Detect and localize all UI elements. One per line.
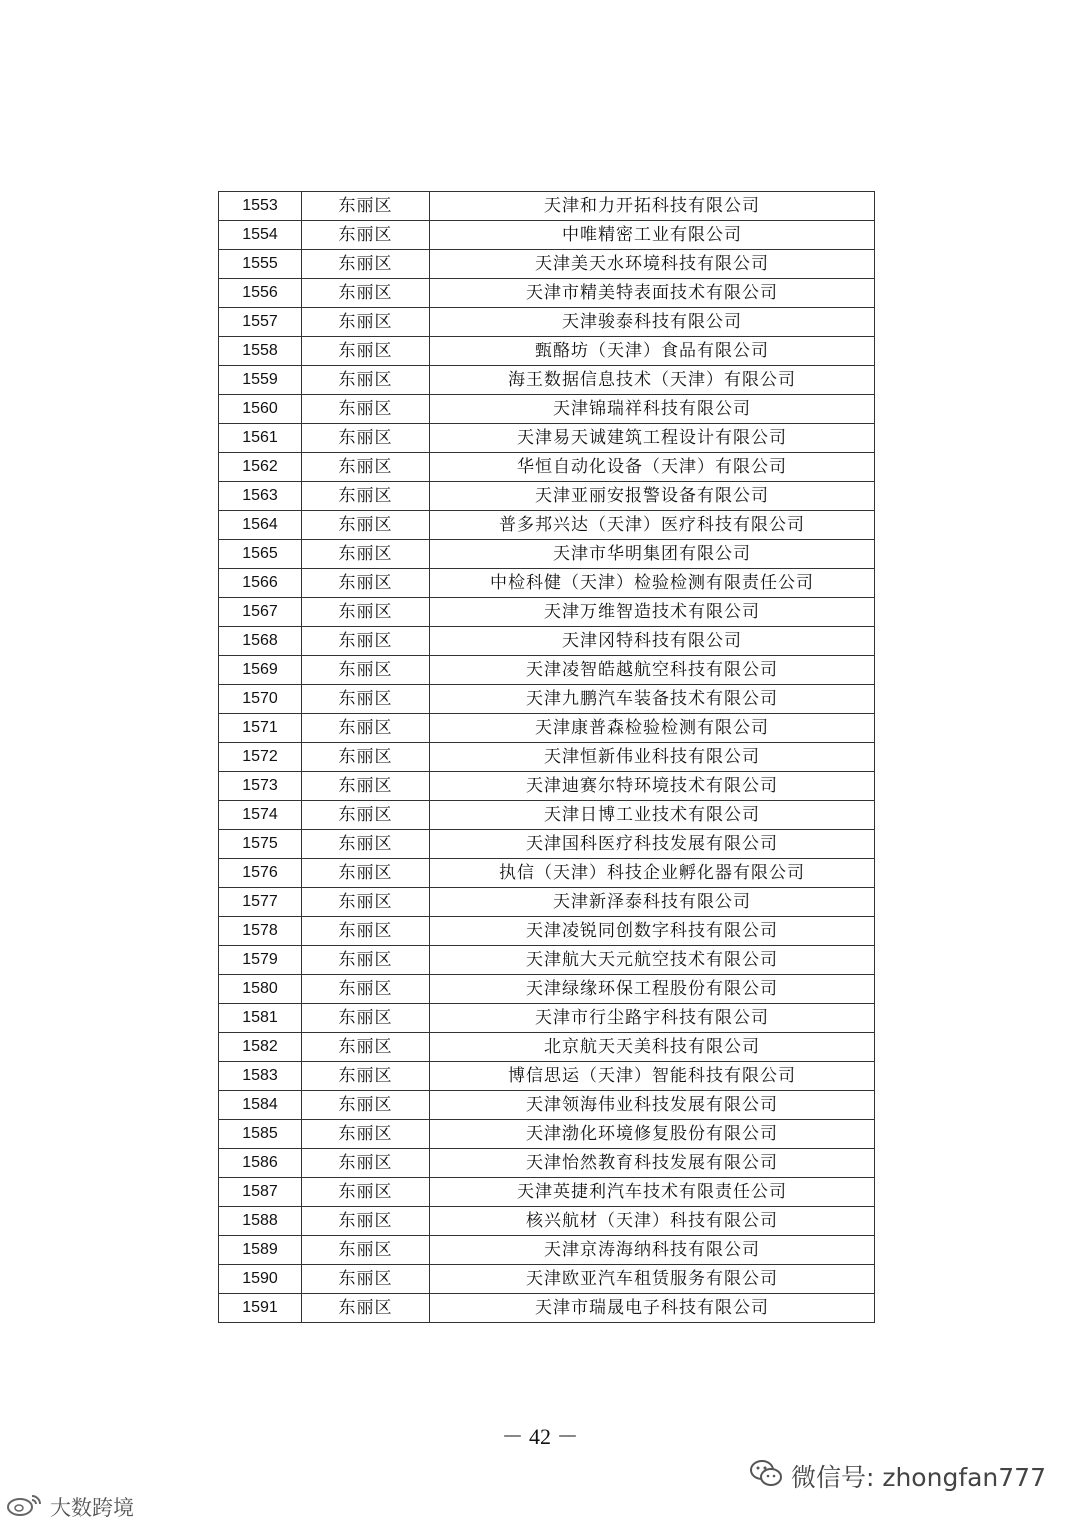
district-cell: 东丽区	[302, 1004, 430, 1033]
table-row	[219, 482, 875, 511]
row-number-cell: 1559	[219, 366, 302, 395]
table-row	[219, 540, 875, 569]
table-row	[219, 801, 875, 830]
table-row	[219, 1207, 875, 1236]
company-name-cell: 天津新泽泰科技有限公司	[430, 888, 875, 917]
table-row	[219, 250, 875, 279]
table-row	[219, 1062, 875, 1091]
weibo-icon	[6, 1490, 46, 1523]
company-name-cell: 甄酪坊（天津）食品有限公司	[430, 337, 875, 366]
district-cell: 东丽区	[302, 1294, 430, 1323]
table-row	[219, 743, 875, 772]
table-body	[219, 192, 875, 1323]
company-name-cell: 天津恒新伟业科技有限公司	[430, 743, 875, 772]
company-name-cell: 天津亚丽安报警设备有限公司	[430, 482, 875, 511]
row-number-cell: 1573	[219, 772, 302, 801]
table-row	[219, 511, 875, 540]
company-name-cell: 中唯精密工业有限公司	[430, 221, 875, 250]
company-name-cell: 天津凌锐同创数字科技有限公司	[430, 917, 875, 946]
company-name-cell: 博信思运（天津）智能科技有限公司	[430, 1062, 875, 1091]
row-number-cell: 1560	[219, 395, 302, 424]
district-cell: 东丽区	[302, 917, 430, 946]
district-cell: 东丽区	[302, 685, 430, 714]
row-number-cell: 1587	[219, 1178, 302, 1207]
district-cell: 东丽区	[302, 1236, 430, 1265]
company-name-cell: 天津冈特科技有限公司	[430, 627, 875, 656]
row-number-cell: 1564	[219, 511, 302, 540]
company-name-cell: 北京航天天美科技有限公司	[430, 1033, 875, 1062]
company-list-table	[218, 191, 875, 1323]
table-row	[219, 569, 875, 598]
district-cell: 东丽区	[302, 1091, 430, 1120]
company-name-cell: 天津渤化环境修复股份有限公司	[430, 1120, 875, 1149]
row-number-cell: 1563	[219, 482, 302, 511]
company-name-cell: 天津航大天元航空技术有限公司	[430, 946, 875, 975]
company-name-cell: 天津绿缘环保工程股份有限公司	[430, 975, 875, 1004]
table-row	[219, 1091, 875, 1120]
district-cell: 东丽区	[302, 627, 430, 656]
row-number-cell: 1589	[219, 1236, 302, 1265]
company-name-cell: 天津欧亚汽车租赁服务有限公司	[430, 1265, 875, 1294]
table-row	[219, 1236, 875, 1265]
table-row	[219, 656, 875, 685]
district-cell: 东丽区	[302, 337, 430, 366]
table-row	[219, 1149, 875, 1178]
row-number-cell: 1567	[219, 598, 302, 627]
district-cell: 东丽区	[302, 1178, 430, 1207]
wechat-icon	[749, 1458, 783, 1494]
row-number-cell: 1576	[219, 859, 302, 888]
company-name-cell: 天津迪赛尔特环境技术有限公司	[430, 772, 875, 801]
company-name-cell: 海王数据信息技术（天津）有限公司	[430, 366, 875, 395]
table-row	[219, 192, 875, 221]
row-number-cell: 1575	[219, 830, 302, 859]
district-cell: 东丽区	[302, 1120, 430, 1149]
row-number-cell: 1586	[219, 1149, 302, 1178]
district-cell: 东丽区	[302, 279, 430, 308]
table-row	[219, 279, 875, 308]
district-cell: 东丽区	[302, 859, 430, 888]
district-cell: 东丽区	[302, 192, 430, 221]
row-number-cell: 1557	[219, 308, 302, 337]
row-number-cell: 1568	[219, 627, 302, 656]
table-row	[219, 598, 875, 627]
row-number-cell: 1555	[219, 250, 302, 279]
row-number-cell: 1588	[219, 1207, 302, 1236]
row-number-cell: 1561	[219, 424, 302, 453]
district-cell: 东丽区	[302, 366, 430, 395]
row-number-cell: 1579	[219, 946, 302, 975]
district-cell: 东丽区	[302, 453, 430, 482]
row-number-cell: 1562	[219, 453, 302, 482]
row-number-cell: 1582	[219, 1033, 302, 1062]
row-number-cell: 1590	[219, 1265, 302, 1294]
district-cell: 东丽区	[302, 482, 430, 511]
company-name-cell: 天津英捷利汽车技术有限责任公司	[430, 1178, 875, 1207]
table-row	[219, 337, 875, 366]
table-row	[219, 453, 875, 482]
table-row	[219, 1120, 875, 1149]
district-cell: 东丽区	[302, 1265, 430, 1294]
district-cell: 东丽区	[302, 308, 430, 337]
wechat-watermark-text: 微信号: zhongfan777	[790, 1463, 1046, 1492]
company-name-cell: 华恒自动化设备（天津）有限公司	[430, 453, 875, 482]
company-name-cell: 天津美天水环境科技有限公司	[430, 250, 875, 279]
table-row	[219, 772, 875, 801]
district-cell: 东丽区	[302, 511, 430, 540]
table-row	[219, 221, 875, 250]
district-cell: 东丽区	[302, 221, 430, 250]
company-name-cell: 天津凌智皓越航空科技有限公司	[430, 656, 875, 685]
row-number-cell: 1565	[219, 540, 302, 569]
page-number: － 42 －	[501, 1424, 579, 1449]
district-cell: 东丽区	[302, 250, 430, 279]
row-number-cell: 1585	[219, 1120, 302, 1149]
company-name-cell: 天津市华明集团有限公司	[430, 540, 875, 569]
company-name-cell: 天津九鹏汽车装备技术有限公司	[430, 685, 875, 714]
table-row	[219, 366, 875, 395]
district-cell: 东丽区	[302, 743, 430, 772]
table-row	[219, 424, 875, 453]
district-cell: 东丽区	[302, 540, 430, 569]
company-name-cell: 天津锦瑞祥科技有限公司	[430, 395, 875, 424]
district-cell: 东丽区	[302, 598, 430, 627]
row-number-cell: 1578	[219, 917, 302, 946]
row-number-cell: 1570	[219, 685, 302, 714]
row-number-cell: 1581	[219, 1004, 302, 1033]
table-row	[219, 1265, 875, 1294]
company-name-cell: 核兴航材（天津）科技有限公司	[430, 1207, 875, 1236]
company-name-cell: 天津领海伟业科技发展有限公司	[430, 1091, 875, 1120]
row-number-cell: 1566	[219, 569, 302, 598]
wechat-watermark	[749, 1458, 1046, 1494]
district-cell: 东丽区	[302, 975, 430, 1004]
district-cell: 东丽区	[302, 395, 430, 424]
company-name-cell: 天津怡然教育科技发展有限公司	[430, 1149, 875, 1178]
district-cell: 东丽区	[302, 1033, 430, 1062]
company-name-cell: 普多邦兴达（天津）医疗科技有限公司	[430, 511, 875, 540]
company-name-cell: 天津京涛海纳科技有限公司	[430, 1236, 875, 1265]
row-number-cell: 1569	[219, 656, 302, 685]
company-name-cell: 天津国科医疗科技发展有限公司	[430, 830, 875, 859]
row-number-cell: 1577	[219, 888, 302, 917]
company-name-cell: 天津易天诚建筑工程设计有限公司	[430, 424, 875, 453]
weibo-watermark	[6, 1490, 134, 1523]
table-row	[219, 1033, 875, 1062]
row-number-cell: 1574	[219, 801, 302, 830]
table-row	[219, 830, 875, 859]
table-row	[219, 714, 875, 743]
table-row	[219, 1178, 875, 1207]
company-name-cell: 中检科健（天津）检验检测有限责任公司	[430, 569, 875, 598]
table-row	[219, 917, 875, 946]
row-number-cell: 1558	[219, 337, 302, 366]
district-cell: 东丽区	[302, 1062, 430, 1091]
district-cell: 东丽区	[302, 946, 430, 975]
district-cell: 东丽区	[302, 888, 430, 917]
company-name-cell: 天津康普森检验检测有限公司	[430, 714, 875, 743]
weibo-watermark-text: 大数跨境	[50, 1495, 134, 1520]
table-row	[219, 975, 875, 1004]
table-row	[219, 1294, 875, 1323]
company-name-cell: 天津万维智造技术有限公司	[430, 598, 875, 627]
row-number-cell: 1556	[219, 279, 302, 308]
company-name-cell: 执信（天津）科技企业孵化器有限公司	[430, 859, 875, 888]
table-row	[219, 308, 875, 337]
row-number-cell: 1583	[219, 1062, 302, 1091]
company-name-cell: 天津和力开拓科技有限公司	[430, 192, 875, 221]
table-row	[219, 395, 875, 424]
row-number-cell: 1584	[219, 1091, 302, 1120]
row-number-cell: 1580	[219, 975, 302, 1004]
district-cell: 东丽区	[302, 714, 430, 743]
company-name-cell: 天津市行尘路宇科技有限公司	[430, 1004, 875, 1033]
district-cell: 东丽区	[302, 1207, 430, 1236]
district-cell: 东丽区	[302, 1149, 430, 1178]
district-cell: 东丽区	[302, 830, 430, 859]
row-number-cell: 1571	[219, 714, 302, 743]
row-number-cell: 1553	[219, 192, 302, 221]
table-row	[219, 627, 875, 656]
table-row	[219, 1004, 875, 1033]
company-name-cell: 天津骏泰科技有限公司	[430, 308, 875, 337]
company-name-cell: 天津市瑞晟电子科技有限公司	[430, 1294, 875, 1323]
district-cell: 东丽区	[302, 569, 430, 598]
district-cell: 东丽区	[302, 656, 430, 685]
table-row	[219, 946, 875, 975]
table-row	[219, 888, 875, 917]
table-row	[219, 859, 875, 888]
row-number-cell: 1554	[219, 221, 302, 250]
district-cell: 东丽区	[302, 801, 430, 830]
district-cell: 东丽区	[302, 772, 430, 801]
table-row	[219, 685, 875, 714]
company-name-cell: 天津市精美特表面技术有限公司	[430, 279, 875, 308]
row-number-cell: 1591	[219, 1294, 302, 1323]
company-name-cell: 天津日博工业技术有限公司	[430, 801, 875, 830]
row-number-cell: 1572	[219, 743, 302, 772]
district-cell: 东丽区	[302, 424, 430, 453]
